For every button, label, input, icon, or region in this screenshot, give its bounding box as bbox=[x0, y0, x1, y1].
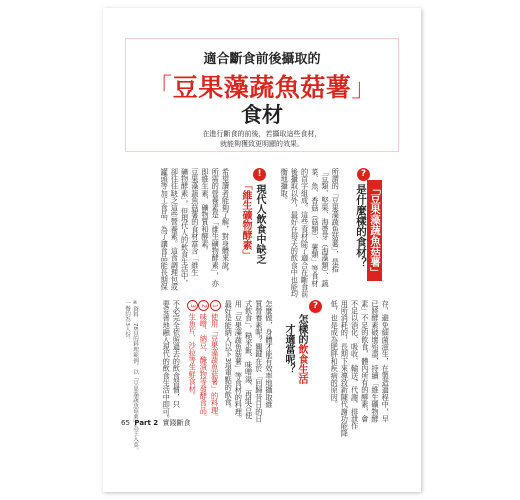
section2-heading-red: 「維生礦物酵素」 bbox=[240, 180, 251, 260]
section2-para-1: 希望讀者能夠了解，對身體來說， bbox=[221, 168, 231, 276]
intro-line-2: 就能夠獲致更明顯的效果。 bbox=[220, 140, 304, 148]
section3-para-3: 素」不足的飲食，體內所有的酵素，會 bbox=[360, 300, 370, 423]
section2-para-7: 罐頭等加工食品，為了讓食品能長期保 bbox=[160, 168, 170, 291]
tip-number-3: 3 bbox=[187, 300, 198, 311]
section3-para-2: 已將酵素破壞殆盡，持續「維生礦物酵 bbox=[371, 300, 381, 423]
footnote-line-2: 一餐約為3人份。 bbox=[124, 300, 130, 343]
section1-para-5: 後攝取以外，最好在每天的飲食中也能均 bbox=[290, 168, 300, 298]
tip-item-2 bbox=[198, 300, 209, 421]
chapter-label: 實踐斷食 bbox=[162, 419, 191, 427]
section2-para-4: 豆果藻蔬魚菇薯的食材富含「維生 bbox=[190, 168, 200, 276]
section4-heading bbox=[295, 314, 308, 384]
section4-para-3: 式飲食」，糙米飯、味噌湯、再組合使 bbox=[244, 300, 254, 419]
hero-bracket-close: 」 bbox=[351, 73, 377, 102]
section1-para-3: 菜、魚、香菇（菇類）、薯類」等食材 bbox=[310, 168, 320, 287]
intro-text bbox=[103, 129, 421, 149]
closing-text bbox=[161, 300, 182, 423]
footnote-line-1: ※資料：78頁的料理範例，以「豆果藻蔬魚菇薯」為主入菜。 bbox=[132, 300, 138, 454]
section1-body bbox=[279, 168, 341, 298]
tip-number-1: 1 bbox=[210, 300, 221, 311]
info-icon: ! bbox=[253, 168, 266, 181]
tip-text-1: 使用「豆果藻蔬魚菇薯」的料理。 bbox=[210, 313, 220, 421]
section4-para-5: 最好是能納入以下3項重點的飲食。 bbox=[224, 300, 234, 413]
section1-para-6: 衡地攝取。 bbox=[280, 168, 290, 204]
closing-line-1: 不必完全依照過去的飲食習慣，只 bbox=[172, 300, 182, 408]
section3-para-1: 存，避免細菌滋生，在製造過程中，早 bbox=[381, 300, 391, 423]
closing-line-2: 要妥善地融入現代的飲食生活中即可。 bbox=[162, 300, 172, 423]
question-icon: ? bbox=[357, 168, 370, 181]
section4-heading-red: 飲食生活 bbox=[296, 344, 307, 384]
section1-heading-red: 「豆果藻蔬魚菇薯」 bbox=[367, 180, 382, 281]
hero-bracket-open: 「 bbox=[147, 73, 173, 102]
section1-para-1: 所謂的「豆果藻蔬魚菇薯」，是指 bbox=[331, 168, 341, 273]
part-label: Part 2 bbox=[134, 419, 159, 427]
page-number: 65 bbox=[121, 419, 130, 427]
tip-text-2: 味噌、納豆、醃漬物等發酵食品。 bbox=[199, 313, 209, 421]
page-footer bbox=[121, 418, 191, 428]
section3-para-5: 用所消耗的，長期下來導致新陳代謝功能降 bbox=[340, 300, 350, 437]
section2-body bbox=[159, 168, 230, 293]
tip-item-3 bbox=[187, 300, 198, 410]
question-icon-2: ? bbox=[309, 300, 322, 313]
section1-para-2: 「豆類、堅果、海帶芽（海藻類）、蔬 bbox=[321, 168, 331, 287]
book-page bbox=[103, 8, 421, 492]
section3-para-6: 低，也是成為肥胖和疾病的原因。 bbox=[330, 300, 340, 408]
tip-text-3: 生魚片、沙拉等生鮮食材。 bbox=[188, 313, 198, 400]
page-title: 適合斷食前後攝取的 bbox=[203, 52, 321, 67]
tips-list bbox=[187, 300, 221, 421]
section3-para-4: 不足以消化、吸收、輸送、代謝，排泄作 bbox=[350, 300, 360, 430]
section4-para-4: 用「豆果藻蔬魚菇薯」等食材的料理。 bbox=[234, 300, 244, 423]
hero-suffix: 食材 bbox=[241, 103, 283, 127]
section1-heading-black: 是什麼樣的食材？ bbox=[355, 184, 367, 268]
section4-para-2: 質營養素呢？關鍵在於「回歸昔日的日 bbox=[254, 300, 264, 423]
section1-para-4: 的首字組成。這些食材除了適合在斷食前 bbox=[300, 168, 310, 298]
hero-title-text: 豆果藻蔬魚菇薯 bbox=[172, 73, 352, 102]
section4-heading-black2: 才適當呢？ bbox=[283, 324, 294, 374]
section4-body bbox=[223, 300, 275, 423]
section3-body bbox=[329, 300, 391, 437]
section2-para-6: 卻往往缺乏這些營養素。這食調理包或 bbox=[170, 168, 180, 291]
tip-number-2: 2 bbox=[198, 300, 209, 311]
section2-para-3: 即維生素、礦物質和酵素。 bbox=[201, 168, 211, 255]
tip-item-1 bbox=[209, 300, 220, 421]
section2-para-2: 所需的營養素是「維生礦物酵素」，亦 bbox=[211, 168, 221, 287]
section2-para-5: 礦物酵素」，但現代人的飲食生活中， bbox=[180, 168, 190, 287]
intro-line-1: 在進行斷食的前後，若攝取這些食材， bbox=[202, 130, 322, 138]
section4-heading-black: 怎樣的 bbox=[296, 314, 307, 344]
section4-para-1: 怎麼做，身體才能有效率地攝取維 bbox=[265, 300, 275, 408]
section2-heading-black: 現代人飲食中缺乏 bbox=[254, 184, 265, 264]
